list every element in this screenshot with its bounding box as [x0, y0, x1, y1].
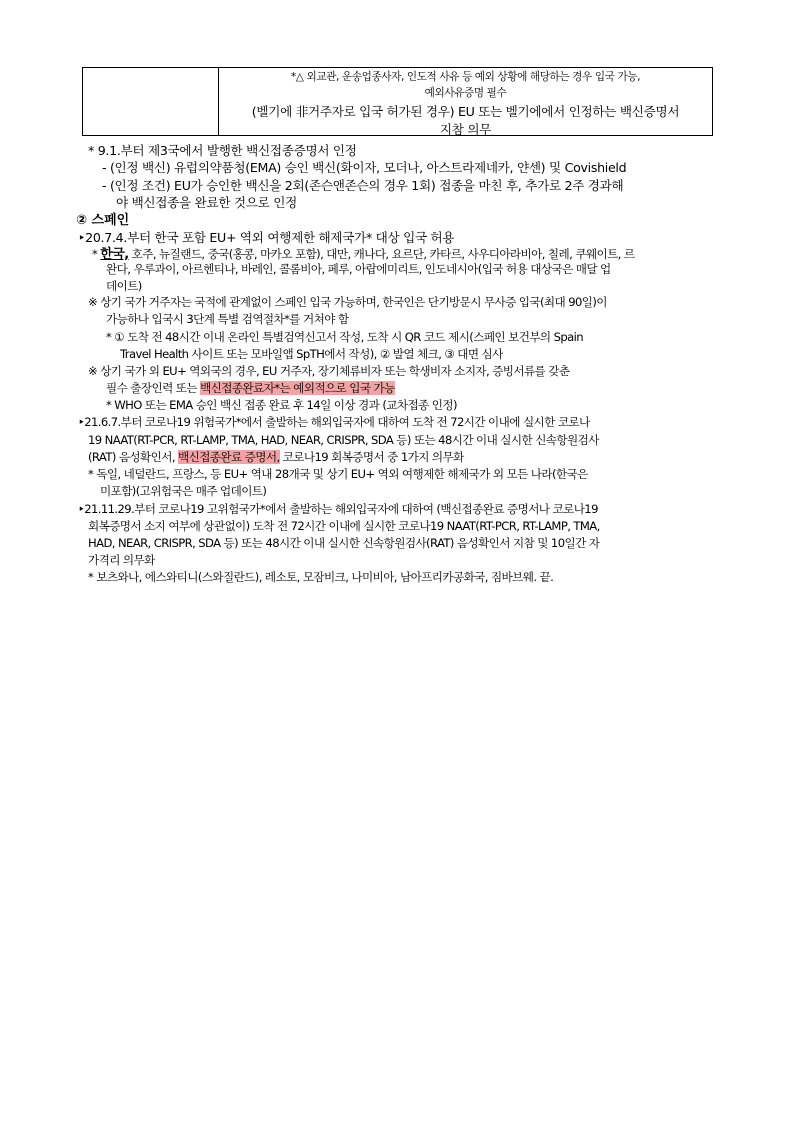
table-row-nonresident: (벨기에 非거주자로 입국 허가된 경우) EU 또는 벨기에에서 인정하는 백신증명서 [251, 104, 680, 119]
spain-paragraph-2-line-3: (RAT) 음성확인서, 백신접종완료 증명서, 코로나19 회복증명서 중 1가지 의무화 [88, 450, 464, 464]
note-residents-line-2: 가능하나 입국시 3단계 특별 검역절차*를 거쳐야 함 [106, 312, 349, 326]
entry-rules-table [82, 67, 713, 136]
note-exceptions-line-2: 필수 출장인력 또는 백신접종완료자*는 예외적으로 입국 가능 [106, 381, 395, 395]
approved-vaccines-line: - (인정 백신) 유럽의약품청(EMA) 승인 백신(화이자, 모더나, 아스트라제네카, 얀센) 및 Covishield [102, 160, 627, 175]
table-row-exception-proof: 예외사유증명 필수 [424, 87, 507, 99]
quarantine-steps-line-2: Travel Health 사이트 또는 모바일앱 SpTH에서 작성), ② 발열 체크, ③ 대면 심사 [120, 347, 503, 361]
spain-paragraph-3-line-3: HAD, NEAR, CRISPR, SDA 등) 또는 48시간 이내 실시한 신속항원검사(RAT) 음성확인서 지참 및 10일간 자 [88, 536, 600, 550]
quarantine-steps-line-1: * ① 도착 전 48시간 이내 온라인 특별검역신고서 작성, 도착 시 QR 코드 제시(스페인 보건부의 Spain [106, 330, 583, 344]
table-row-certificate-required: 지참 의무 [439, 122, 492, 137]
spain-paragraph-3-line-2: 회복증명서 소지 여부에 상관없이) 도착 전 72시간 이내에 실시한 코로나19 NAAT(RT-PCR, RT-LAMP, TMA, [88, 519, 600, 533]
risk-countries-line-1: * 독일, 네덜란드, 프랑스, 등 EU+ 역내 28개국 및 상기 EU+ 역외 여행제한 해제국가 외 모든 나라(한국은 [88, 467, 588, 481]
who-ema-note: * WHO 또는 EMA 승인 백신 접종 완료 후 14일 이상 경과 (교차접종 인정) [106, 398, 457, 412]
third-country-certificate-note: * 9.1.부터 제3국에서 발행한 백신접종증명서 인정 [88, 143, 357, 158]
vaccination-certificate-highlight: 백신접종완료 증명서, [178, 450, 280, 464]
vaccinated-exception-highlight: 백신접종완료자*는 예외적으로 입국 가능 [200, 381, 395, 395]
section-heading-spain: ② 스페인 [76, 213, 130, 228]
allowed-countries-line-3: 데이트) [106, 279, 142, 293]
note-exceptions-line-1: ※ 상기 국가 외 EU+ 역외국의 경우, EU 거주자, 장기체류비자 또는 학생비자 소지자, 증빙서류를 갖춘 [88, 364, 570, 378]
note-residents-line-1: ※ 상기 국가 거주자는 국적에 관계없이 스페인 입국 가능하며, 한국인은 단기방문시 무사증 입국(최대 90일)이 [88, 295, 607, 309]
spain-paragraph-1: ‣20.7.4.부터 한국 포함 EU+ 역외 여행제한 해제국가* 대상 입국 허용 [78, 230, 455, 245]
allowed-countries-line: * 한국, 호주, 뉴질랜드, 중국(홍콩, 마카오 포함), 대만, 캐나다, 요르단, 카타르, 사우디아라비아, 칠레, 쿠웨이트, 르 [92, 247, 635, 262]
high-risk-countries-list: * 보츠와나, 에스와티니(스와질란드), 레소토, 모잠비크, 나미비아, 남아프리카공화국, 짐바브웨. 끝. [88, 570, 554, 584]
spain-paragraph-2-line-2: 19 NAAT(RT-PCR, RT-LAMP, TMA, HAD, NEAR, CRISPR, SDA 등) 또는 48시간 이내 실시한 신속항원검사 [88, 433, 599, 447]
risk-countries-line-2: 미포함)(고위험국은 매주 업데이트) [100, 484, 267, 498]
table-row-exceptions: *△ 외교관, 운송업종사자, 인도적 사유 등 예외 상황에 해당하는 경우 입국 가능, [290, 71, 641, 83]
approval-condition-line: - (인정 조건) EU가 승인한 백신을 2회(존슨앤존슨의 경우 1회) 접종을 마친 후, 추가로 2주 경과해 [102, 178, 624, 193]
spain-paragraph-3-line-4: 가격리 의무화 [88, 553, 155, 567]
allowed-countries-line-2: 완다, 우루과이, 아르헨티나, 바레인, 콜롬비아, 페루, 아랍에미리트, 인도네시아(입국 허용 대상국은 매달 업 [106, 262, 611, 276]
spain-paragraph-3-line-1: ‣21.11.29.부터 코로나19 고위험국가*에서 출발하는 해외입국자에 대하여 (백신접종완료 증명서나 코로나19 [78, 502, 598, 516]
korea-highlight: 한국, [100, 247, 129, 262]
approval-condition-line-cont: 야 백신접종을 완료한 것으로 인정 [116, 195, 297, 210]
spain-paragraph-2-line-1: ‣21.6.7.부터 코로나19 위험국가*에서 출발하는 해외입국자에 대하여 도착 전 72시간 이내에 실시한 코로나 [78, 415, 590, 429]
